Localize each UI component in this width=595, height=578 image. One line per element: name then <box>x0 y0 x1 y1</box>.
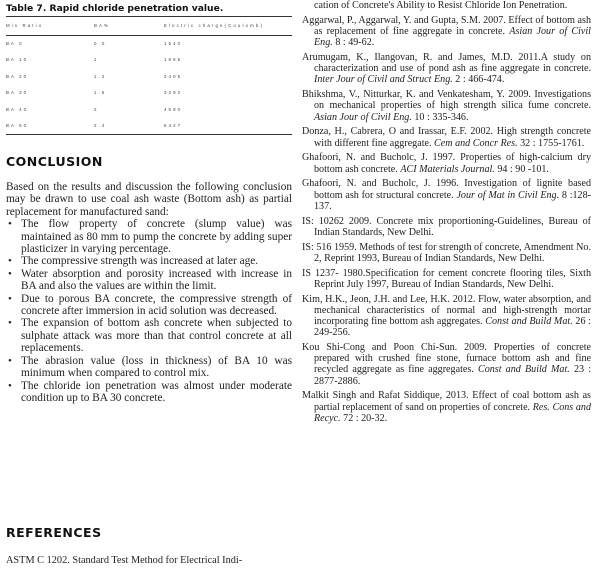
reference-source: Const and Build Mat. <box>485 316 573 328</box>
table-row <box>6 85 292 102</box>
table-row <box>6 52 292 69</box>
table-row <box>6 35 292 52</box>
reference-source: Jour of Mat in Civil Eng. <box>456 189 560 201</box>
list-item-text: Water absorption and porosity increased with increase in BA and also the values are within the limit. <box>21 267 292 293</box>
list-item-text: Due to porous BA concrete, the compressive strength of concrete after immersion in acid solution was decreased. <box>21 292 292 318</box>
list-item <box>6 268 292 293</box>
reference-tail: 72 : 20-32. <box>340 412 388 424</box>
reference-text: IS: 10262 2009. Concrete mix proportioning-Guidelines, Bureau of Indian Standards, New Delhi. <box>302 215 591 238</box>
reference-text: Aggarwal, P., Aggarwal, Y. and Gupta, S.M. 2007. Effect of bottom ash as replacement of fine aggregate in concrete. <box>302 14 591 37</box>
reference-tail: 23 : 2877-2886. <box>314 364 592 387</box>
reference-text: IS 1237- 1980.Specification for cement concrete flooring tiles, Sixth Reprint July 1997, Bureau of Indian Standards, New Delhi. <box>302 267 591 290</box>
reference-source: Res. Cons and Recyc. <box>314 401 591 424</box>
cell-ba: 1.6 <box>94 90 107 96</box>
reference-text: Ghafoori, N. and Bucholc, J. 1996. Investigation of lignite based bottom ash for structural concrete. <box>302 178 591 201</box>
cell-charge: 4590 <box>164 106 183 112</box>
list-item <box>6 218 292 255</box>
reference-tail: 8 : 49-62. <box>332 37 375 49</box>
reference-item <box>302 216 591 238</box>
reference-source: Inter Jour of Civil and Struct Eng. <box>314 74 453 86</box>
reference-item <box>302 342 591 387</box>
reference-text: cation of Concrete's Ability to Resist Chloride Ion Penetration. <box>314 0 568 11</box>
bullet-icon: • <box>8 267 12 280</box>
conclusion-heading: CONCLUSION <box>6 154 103 169</box>
cell-ba: 1.2 <box>94 73 107 79</box>
reference-source: Asian Jour of Civil Eng. <box>314 26 591 49</box>
bullet-icon: • <box>8 255 12 268</box>
reference-item <box>302 126 591 148</box>
cell-mix: BA 0 <box>6 41 24 46</box>
list-item-text: The compressive strength was increased at later age. <box>21 255 259 268</box>
reference-item <box>302 178 591 212</box>
list-item-text: The chloride ion penetration was almost under moderate condition up to BA 30 concrete. <box>21 379 292 404</box>
header-electric-charge: Electric charge(Coulomb) <box>164 23 264 29</box>
reference-source: Cem and Concr Res. <box>434 137 518 149</box>
reference-source: Asian Jour of Civil Eng. <box>314 111 412 123</box>
reference-source: Const and Build Mat. <box>477 364 570 376</box>
list-item-text: The abrasion value (loss in thickness) of BA 10 was minimum when compared to control mix. <box>21 354 292 380</box>
conclusion-intro: Based on the results and discussion the following conclusion may be drawn to use coal ash waste (Bottom ash) as partial replacement for manufactured sand: <box>6 181 292 218</box>
list-item <box>6 355 292 380</box>
table-header-row <box>6 17 292 35</box>
references-heading: REFERENCES <box>6 525 102 540</box>
table-row <box>6 68 292 85</box>
reference-item <box>302 152 591 174</box>
reference-tail: 10 : 335-346. <box>411 111 469 123</box>
cell-ba: 1 <box>94 57 99 63</box>
conclusion-list <box>6 218 292 404</box>
cell-charge: 5427 <box>164 123 183 128</box>
bullet-icon: • <box>8 218 12 231</box>
cell-ba: 0.0 <box>94 41 107 46</box>
reference-text: Kou Shi-Cong and Poon Chi-Sun. 2009. Properties of concrete prepared with crushed fine stone, furnace bottom ash and fine recycled aggregate as fine aggregates. <box>302 342 591 376</box>
cell-mix: BA 20 <box>6 73 29 79</box>
cell-charge: 1865 <box>164 57 183 63</box>
reference-text: Donza, H., Cabrera, O and Irassar, E.F. 2002. High strength concrete with different fine aggregate. <box>302 126 591 149</box>
table-row <box>6 118 292 135</box>
reference-item <box>302 15 591 49</box>
reference-text: Kim, H.K., Jeon, J.H. and Lee, H.K. 2012. Flow, water absorption, and mechanical characteristics of normal and high-strength mortar incorporating fine bottom ash aggregates. <box>302 293 591 328</box>
reference-tail: 32 : 1755-1761. <box>517 137 585 149</box>
cell-ba: 2 <box>94 106 99 112</box>
reference-item <box>302 0 591 11</box>
cell-mix: BA 10 <box>6 57 29 63</box>
reference-item <box>302 294 591 339</box>
conclusion-body <box>6 181 292 404</box>
list-item-text: The expansion of bottom ash concrete when subjected to sulphate attack was more than that control concrete at all replacements. <box>21 317 292 355</box>
table-row <box>6 101 292 118</box>
bullet-icon: • <box>8 354 12 367</box>
header-mix-ratio: Mix Ratio <box>6 23 44 29</box>
cell-ba: 2.4 <box>94 123 107 128</box>
list-item <box>6 255 292 267</box>
list-item <box>6 380 292 405</box>
list-item <box>6 317 292 354</box>
reference-source: ACI Materials Journal. <box>400 163 495 175</box>
cell-charge: 3392 <box>164 90 183 96</box>
reference-tail: 2 : 466-474. <box>452 74 505 86</box>
reference-item <box>302 89 591 123</box>
bullet-icon: • <box>8 292 12 305</box>
list-item-text: The flow property of concrete (slump value) was maintained as 80 mm to pump the concrete by adding super plasticizer in varying percentage. <box>21 218 292 256</box>
cell-charge: 1640 <box>164 41 183 46</box>
table-caption: Table 7. Rapid chloride penetration value. <box>6 3 224 14</box>
reference-item <box>302 390 591 424</box>
reference-tail: 94 : 90 -101. <box>494 163 549 175</box>
cell-mix: BA 40 <box>6 106 29 112</box>
reference-tail: 26 : 249-256. <box>314 316 592 339</box>
cell-charge: 2405 <box>164 73 183 79</box>
list-item <box>6 293 292 318</box>
chloride-table <box>6 17 292 135</box>
reference-text: IS: 516 1959. Methods of test for strength of concrete, Amendment No. 2, Reprint 1993, Bureau of Indian Standards, New Delhi. <box>302 241 591 264</box>
cell-mix: BA 30 <box>6 90 29 96</box>
reference-text: Malkit Singh and Rafat Siddique, 2013. Effect of coal bottom ash as partial replacement of sand on properties of concrete. <box>302 390 591 413</box>
reference-item <box>302 268 591 290</box>
cell-mix: BA 50 <box>6 123 29 128</box>
reference-text: Arumugam, K., Ilangovan, R. and James, M.D. 2011.A study on characterization and use of pond ash as fine aggregate in concrete. <box>302 52 591 75</box>
reference-first-line: ASTM C 1202. Standard Test Method for Electrical Indi- <box>6 555 243 566</box>
references-list <box>302 0 591 428</box>
left-column <box>6 0 292 566</box>
bullet-icon: • <box>8 379 12 392</box>
reference-item <box>302 242 591 264</box>
reference-item <box>302 52 591 86</box>
bullet-icon: • <box>8 317 12 330</box>
reference-text: Ghafoori, N. and Bucholc, J. 1997. Properties of high-calcium dry bottom ash concrete. <box>302 152 591 175</box>
reference-tail: 8 :128-137. <box>314 189 591 212</box>
reference-text: Bhikshma, V., Nitturkar, K. and Venkatesham, Y. 2009. Investigations on mechanical properties of high strength silica fume concrete. <box>302 89 591 112</box>
header-ba-percent: BA% <box>94 23 111 29</box>
